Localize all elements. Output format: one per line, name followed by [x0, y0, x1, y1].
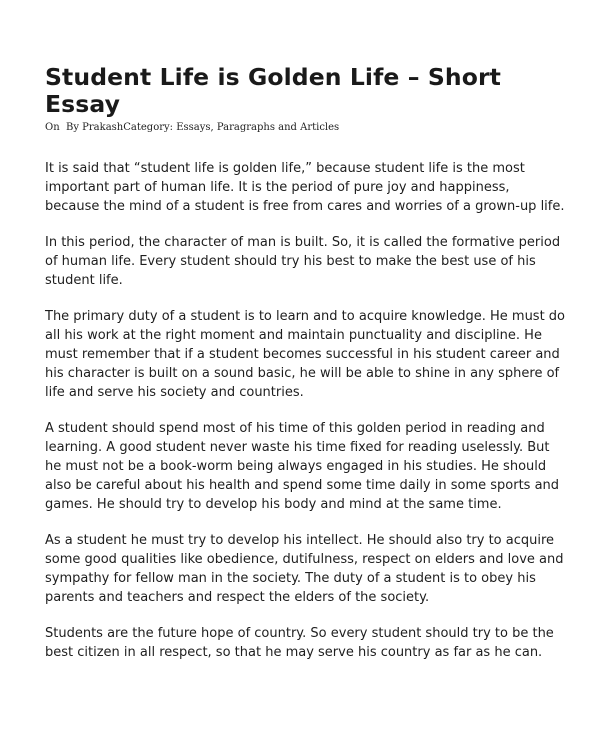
title-line-2: Essay — [45, 90, 120, 118]
paragraph-line: parents and teachers and respect the elders of the society. — [45, 590, 430, 605]
article-body — [45, 159, 570, 679]
paragraph-line: life and serve his society and countries. — [45, 385, 304, 400]
paragraph-line: The primary duty of a student is to learn and to acquire knowledge. He must do — [45, 309, 566, 324]
article-title — [45, 64, 565, 118]
article-meta — [45, 122, 339, 134]
paragraph-line: because the mind of a student is free from cares and worries of a grown-up life. — [45, 199, 565, 214]
paragraph-line: Students are the future hope of country. So every student should try to be the — [45, 626, 554, 641]
paragraph-2 — [45, 233, 570, 290]
paragraph-3 — [45, 307, 570, 402]
paragraph-line: learning. A good student never waste his time fixed for reading uselessly. But — [45, 440, 550, 455]
meta-on: On — [45, 122, 60, 133]
paragraph-line: his character is built on a sound basic, he will be able to shine in any sphere of — [45, 366, 560, 381]
paragraph-line: all his work at the right moment and maintain punctuality and discipline. He — [45, 328, 542, 343]
paragraph-line: important part of human life. It is the period of pure joy and happiness, — [45, 180, 510, 195]
paragraph-line: he must not be a book-worm being always engaged in his studies. He should — [45, 459, 547, 474]
paragraph-line: In this period, the character of man is built. So, it is called the formative period — [45, 235, 561, 250]
paragraph-6 — [45, 624, 570, 662]
paragraph-line: It is said that “student life is golden life,” because student life is the most — [45, 161, 525, 176]
paragraph-line: sympathy for fellow man in the society. The duty of a student is to obey his — [45, 571, 536, 586]
title-line-1: Student Life is Golden Life – Short — [45, 63, 501, 91]
meta-author-category: By PrakashCategory: Essays, Paragraphs and Articles — [66, 122, 340, 133]
paragraph-line: A student should spend most of his time of this golden period in reading and — [45, 421, 545, 436]
paragraph-line: of human life. Every student should try his best to make the best use of his — [45, 254, 536, 269]
paragraph-line: As a student he must try to develop his intellect. He should also try to acquire — [45, 533, 555, 548]
paragraph-line: student life. — [45, 273, 123, 288]
paragraph-1 — [45, 159, 570, 216]
paragraph-line: some good qualities like obedience, dutifulness, respect on elders and love and — [45, 552, 564, 567]
paragraph-line: best citizen in all respect, so that he may serve his country as far as he can. — [45, 645, 543, 660]
paragraph-5 — [45, 531, 570, 607]
paragraph-line: games. He should try to develop his body and mind at the same time. — [45, 497, 502, 512]
paragraph-line: must remember that if a student becomes successful in his student career and — [45, 347, 560, 362]
paragraph-4 — [45, 419, 570, 514]
paragraph-line: also be careful about his health and spend some time daily in some sports and — [45, 478, 560, 493]
